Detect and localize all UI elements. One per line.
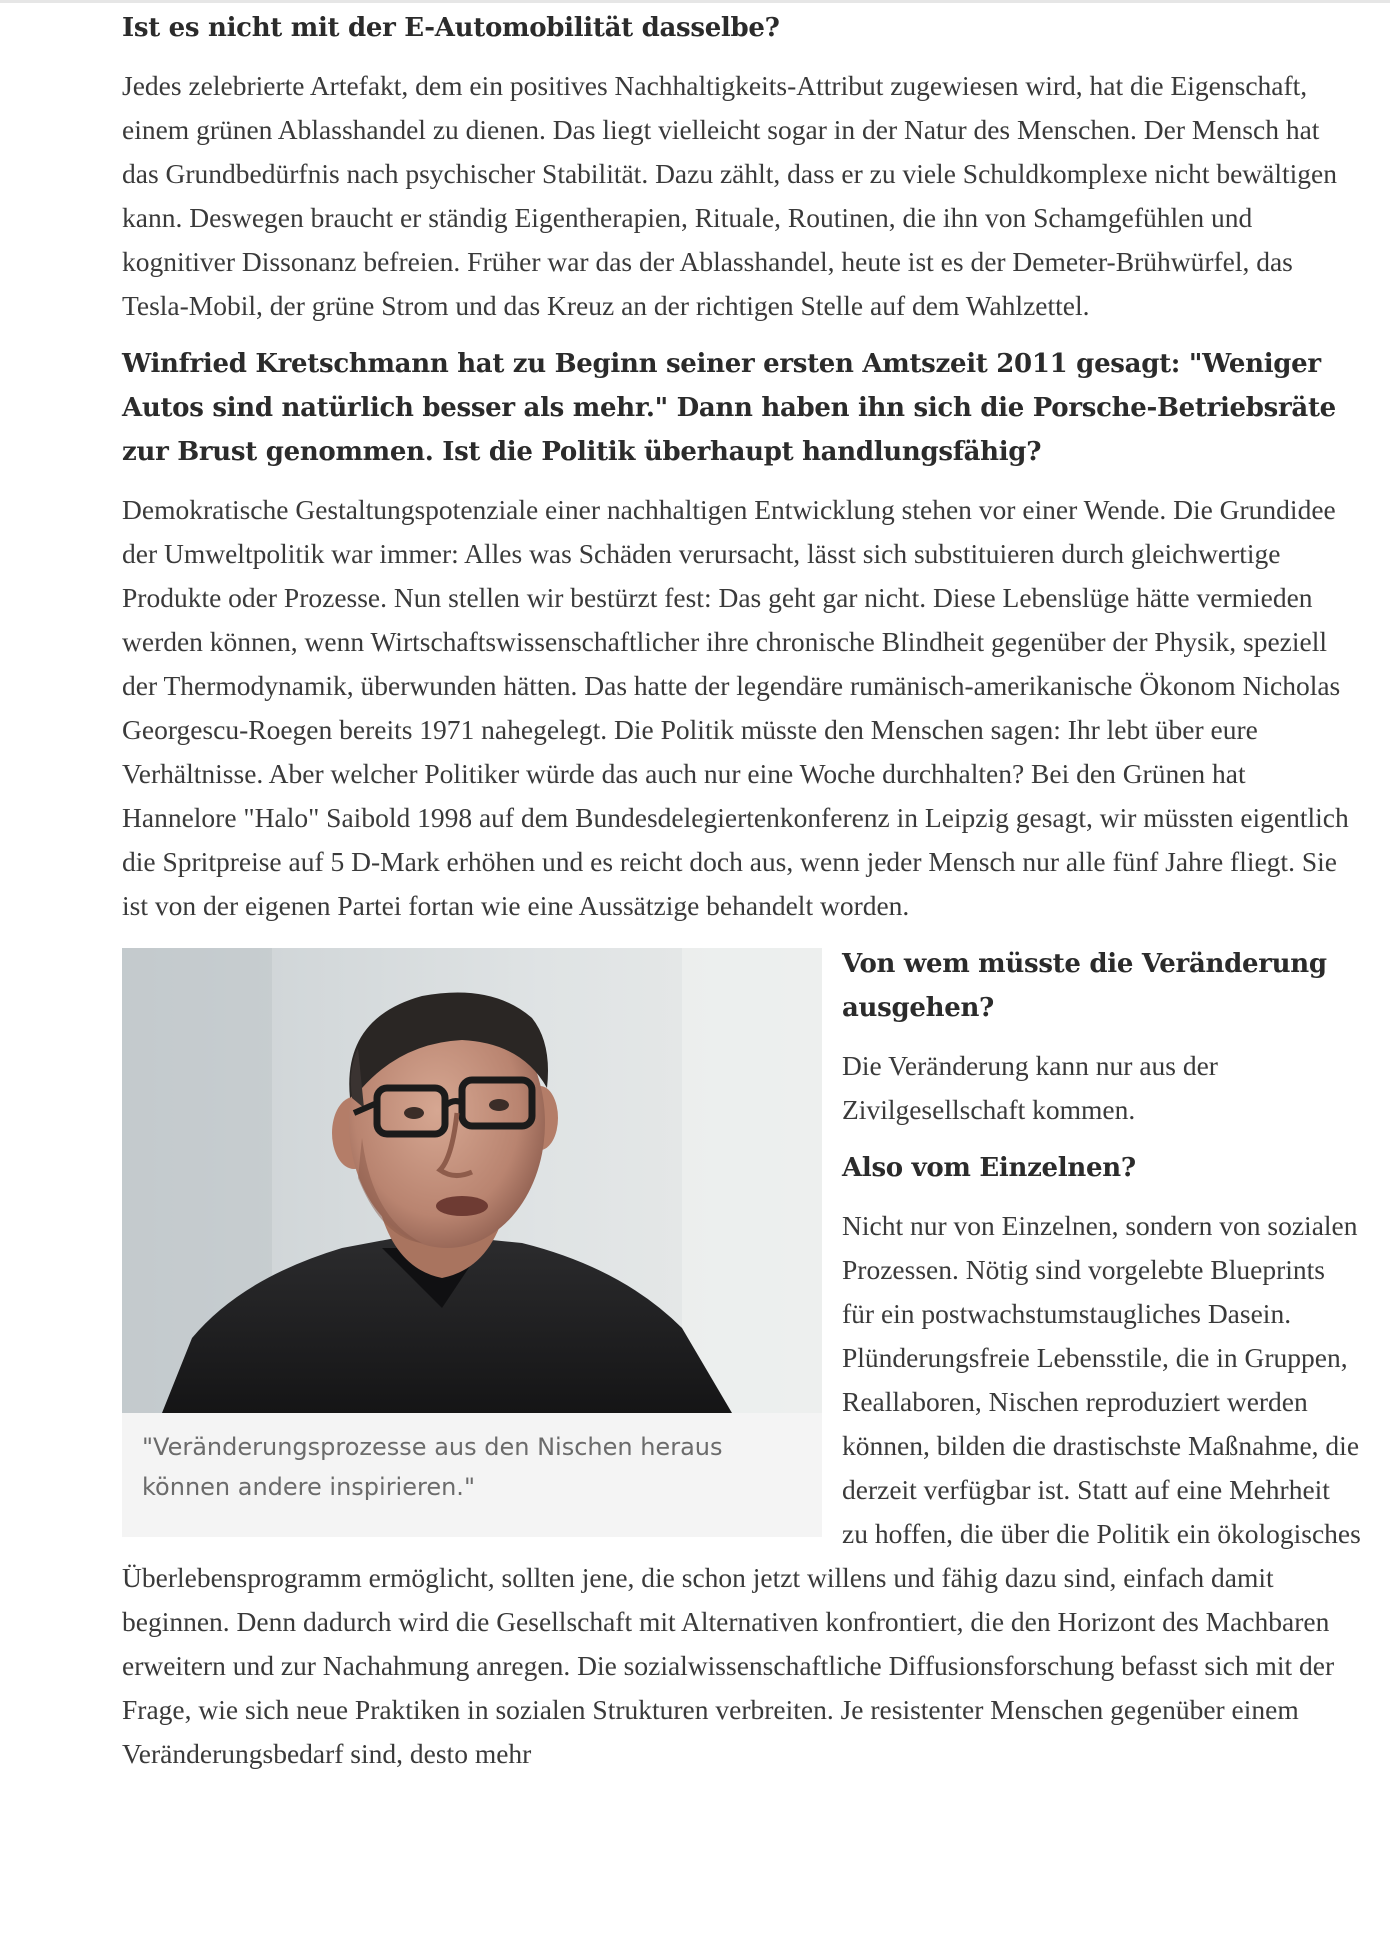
answer-individual: Nicht nur von Einzelnen, sondern von sozialen Prozessen. Nötig sind vorgelebte Blueprints für ein postwachstumstaugliches Dasein. Plünderungsfreie Lebensstile, die in Gruppen, Reallaboren, Nischen reproduziert werden können, bilden die drastischste Maßnahme, die derzeit verfügbar ist. Statt auf eine Mehrheit zu hoffen, die über die Politik ein ökologisches Überlebensprogramm ermöglicht, sollten jene, die schon jetzt willens und fähig dazu sind, einfach damit beginnen. Denn dadurch wird die Gesellschaft mit Alternativen konfrontiert, die den Horizont des Machbaren erweitern und zur Nachahmung anregen. Die sozialwissenschaftliche Diffusionsforschung befasst sich mit der Frage, wie sich neue Praktiken in sozialen Strukturen verbreiten. Je resistenter Menschen gegenüber einem Veränderungsbedarf sind, desto mehr xyxy=(122,1210,1361,1769)
question-e-mobility: Ist es nicht mit der E-Automobilität dasselbe? xyxy=(122,13,780,43)
question-who-changes: Von wem müsste die Veränderung ausgehen? xyxy=(842,949,1327,1023)
question-kretschmann: Winfried Kretschmann hat zu Beginn seiner ersten Amtszeit 2011 gesagt: "Weniger Autos sind natürlich besser als mehr." Dann haben ihn sich die Porsche-Betriebsräte zur Brust genommen. Ist die Politik überhaupt handlungsfähig? xyxy=(122,349,1336,467)
article-figure xyxy=(122,948,822,1537)
portrait-photo xyxy=(122,948,822,1413)
top-divider xyxy=(0,0,1390,3)
question-individual: Also vom Einzelnen? xyxy=(842,1153,1136,1183)
answer-who-changes: Die Veränderung kann nur aus der Zivilgesellschaft kommen. xyxy=(842,1050,1218,1125)
answer-kretschmann: Demokratische Gestaltungspotenziale einer nachhaltigen Entwicklung stehen vor einer Wende. Die Grundidee der Umweltpolitik war immer: Alles was Schäden verursacht, lässt sich substituieren durch gleichwertige Produkte oder Prozesse. Nun stellen wir bestürzt fest: Das geht gar nicht. Diese Lebenslüge hätte vermieden werden können, wenn Wirtschaftswissenschaftlicher ihre chronische Blindheit gegenüber der Physik, speziell der Thermodynamik, überwunden hätten. Das hatte der legendäre rumänisch-amerikanische Ökonom Nicholas Georgescu-Roegen bereits 1971 nahegelegt. Die Politik müsste den Menschen sagen: Ihr lebt über eure Verhältnisse. Aber welcher Politiker würde das auch nur eine Woche durchhalten? Bei den Grünen hat Hannelore "Halo" Saibold 1998 auf dem Bundesdelegiertenkonferenz in Leipzig gesagt, wir müssten eigentlich die Spritpreise auf 5 D-Mark erhöhen und es reicht doch aus, wenn jeder Mensch nur alle fünf Jahre fliegt. Sie ist von der eigenen Partei fortan wie eine Aussätzige behandelt worden. xyxy=(122,494,1349,921)
figure-caption: "Veränderungsprozesse aus den Nischen heraus können andere inspirieren." xyxy=(142,1433,723,1501)
answer-e-mobility: Jedes zelebrierte Artefakt, dem ein positives Nachhaltigkeits-Attribut zugewiesen wird, hat die Eigenschaft, einem grünen Ablasshandel zu dienen. Das liegt vielleicht sogar in der Natur des Menschen. Der Mensch hat das Grundbedürfnis nach psychischer Stabilität. Dazu zählt, dass er zu viele Schuldkomplexe nicht bewältigen kann. Deswegen braucht er ständig Eigentherapien, Rituale, Routinen, die ihn von Schamgefühlen und kognitiver Dissonanz befreien. Früher war das der Ablasshandel, heute ist es der Demeter-Brühwürfel, das Tesla-Mobil, der grüne Strom und das Kreuz an der richtigen Stelle auf dem Wahlzettel. xyxy=(122,70,1337,321)
article-body xyxy=(122,6,1362,1790)
bottom-fade xyxy=(0,1880,1390,1944)
